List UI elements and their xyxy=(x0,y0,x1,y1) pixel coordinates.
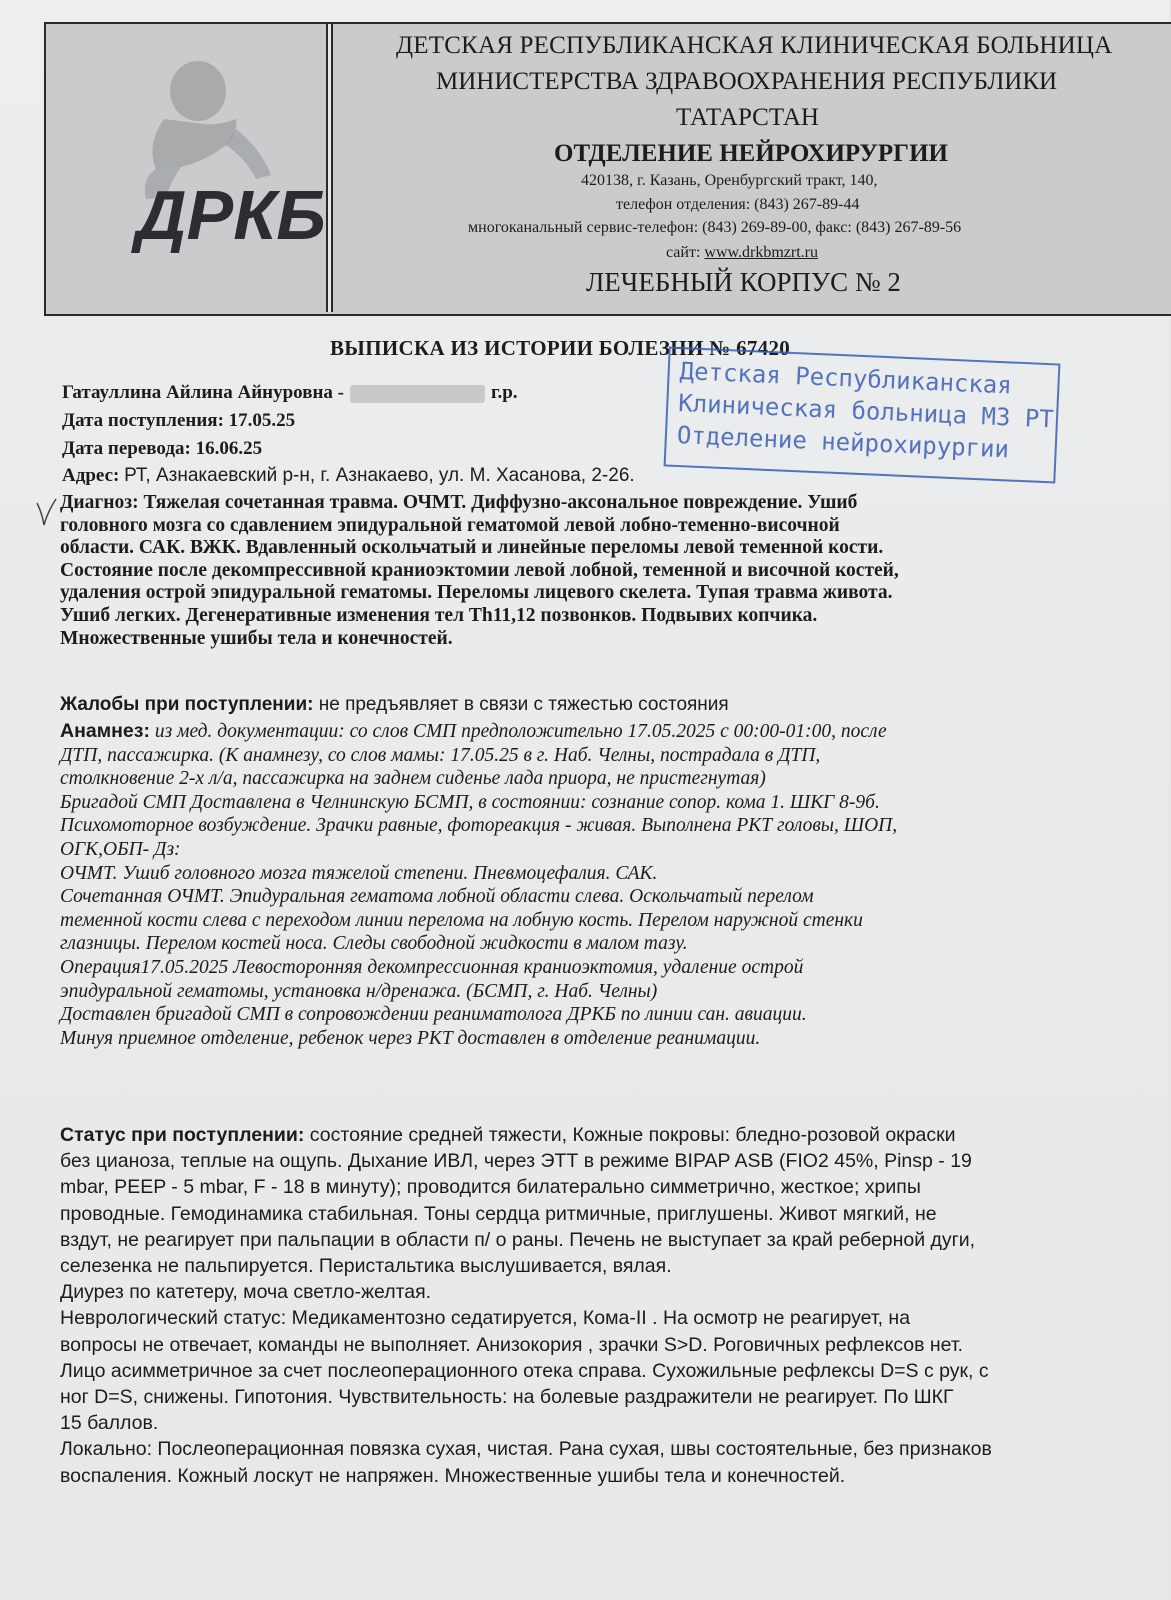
document-title: ВЫПИСКА ИЗ ИСТОРИИ БОЛЕЗНИ № 67420 xyxy=(330,336,791,360)
hospital-site xyxy=(666,244,818,262)
address-line xyxy=(62,465,635,487)
address-label: Адрес: xyxy=(62,465,125,486)
status-line: воспаления. Кожный лоскут не напряжен. Множественные ушибы тела и конечностей. xyxy=(60,1464,846,1487)
header-divider-line xyxy=(331,24,333,312)
anamnesis-line: Сочетанная ОЧМТ. Эпидуральная гематома лобной области слева. Оскольчатый перелом xyxy=(60,886,814,908)
anamnesis-line: Минуя приемное отделение, ребенок через РКТ доставлен в отделение реанимации. xyxy=(60,1027,761,1049)
anamnesis-line: Бригадой СМП Доставлена в Челнинскую БСМП, в состоянии: сознание сопор. кома 1. ШКГ 8-9б. xyxy=(60,791,880,813)
letterhead xyxy=(44,22,1171,316)
anamnesis-line: ОГК,ОБП- Дз: xyxy=(60,838,181,860)
diagnosis-line: области. САК. ВЖК. Вдавленный оскольчатый и линейные переломы левой теменной кости. xyxy=(60,537,884,559)
admission-date: 17.05.25 xyxy=(228,410,296,431)
hospital-logo-icon xyxy=(86,49,326,254)
logo-panel xyxy=(46,24,328,312)
site-label: сайт: xyxy=(666,244,705,261)
anamnesis-block xyxy=(60,720,1169,1050)
stamp-line2: Клиническая больница МЗ РТ xyxy=(677,388,1055,434)
admission-label: Дата поступления: xyxy=(62,410,229,431)
complaints-label: Жалобы при поступлении: xyxy=(60,694,314,715)
status-line: селезенка не пальпируется. Перистальтика выслушивается, вялая. xyxy=(60,1255,672,1278)
diagnosis-line: Множественные ушибы тела и конечностей. xyxy=(60,627,453,649)
status-label: Статус при поступлении: xyxy=(60,1124,305,1146)
stamp-line3: Отделение нейрохирургии xyxy=(676,420,1010,464)
diagnosis-block xyxy=(60,492,1169,650)
anamnesis-line: ОЧМТ. Ушиб головного мозга тяжелой степени. Пневмоцефалия. САК. xyxy=(60,862,658,884)
anamnesis-line: ДТП, пассажирка. (К анамнезу, со слов мамы: 17.05.25 в г. Наб. Челны, пострадала в ДТП, xyxy=(60,744,821,766)
status-line: Диурез по катетеру, моча светло-желтая. xyxy=(60,1281,432,1304)
status-line: вопросы не отвечает, команды не выполняет. Анизокория , зрачки S>D. Роговичных рефлексов нет. xyxy=(60,1333,964,1356)
status-line: без цианоза, теплые на ощупь. Дыхание ИВЛ, через ЭТТ в режиме BIPAP ASB (FIO2 45%, Pinsp - 19 xyxy=(60,1150,972,1173)
transfer-date-line xyxy=(62,438,262,460)
complaints-text: не предъявляет в связи с тяжестью состояния xyxy=(313,694,729,715)
anamnesis-line: эпидуральной гематомы, установка н/дренажа. (БСМП, г. Наб. Челны) xyxy=(60,980,658,1002)
complaints-block xyxy=(60,694,1169,717)
birth-suffix: г.р. xyxy=(491,382,518,403)
anamnesis-label: Анамнез: xyxy=(60,720,150,742)
transfer-label: Дата перевода: xyxy=(62,438,196,459)
status-line: вздут, не реагирует при пальпации в области п/ о раны. Печень не выступает за край реберной дуги, xyxy=(60,1228,976,1251)
status-line: ног D=S, снижены. Гипотония. Чувствительность: на болевые раздражители не реагирует. По ШКГ xyxy=(60,1386,954,1409)
redacted-birthdate xyxy=(350,385,485,403)
department-name: ОТДЕЛЕНИЕ НЕЙРОХИРУРГИИ xyxy=(554,140,948,167)
status-line: mbar, PEEP - 5 mbar, F - 18 в минуту); проводится билатерально симметрично, жесткое; хрипы xyxy=(60,1176,921,1199)
logo-lettering: ДРКБ xyxy=(136,176,326,254)
diagnosis-line: удаления острой эпидуральной гематомы. Переломы лицевого скелета. Тупая травма живота. xyxy=(60,582,893,604)
stamp-line1: Детская Республиканская xyxy=(679,357,1013,400)
hospital-name-line3: ТАТАРСТАН xyxy=(676,104,819,131)
status-first-line: состояние средней тяжести, Кожные покровы: бледно-розовой окраски xyxy=(304,1124,956,1146)
status-line: 15 баллов. xyxy=(60,1412,159,1435)
address-value: РТ, Азнакаевский р-н, г. Азнакаево, ул. М. Хасанова, 2-26. xyxy=(124,465,635,486)
admission-date-line xyxy=(62,410,295,432)
service-phone: многоканальный сервис-телефон: (843) 269-89-00, факс: (843) 267-89-56 xyxy=(468,219,962,236)
status-line: Локально: Послеоперационная повязка сухая, чистая. Рана сухая, швы состоятельные, без признаков xyxy=(60,1438,992,1461)
pen-check-mark-icon xyxy=(34,497,58,527)
diagnosis-line: головного мозга со сдавлением эпидуральной гематомой левой лобно-теменно-височной xyxy=(60,514,840,536)
status-line: Лицо асимметричное за счет послеоперационного отека справа. Сухожильные рефлексы D=S с рук, с xyxy=(60,1359,989,1382)
department-stamp xyxy=(664,347,1061,484)
patient-name-line xyxy=(62,382,518,404)
anamnesis-line: глазницы. Перелом костей носа. Следы свободной жидкости в малом тазу. xyxy=(60,933,688,955)
anamnesis-line: теменной кости слева с переходом линии перелома на лобную кость. Перелом наружной стенки xyxy=(60,909,863,931)
status-line: проводные. Гемодинамика стабильная. Тоны сердца ритмичные, приглушены. Живот мягкий, не xyxy=(60,1202,937,1225)
anamnesis-line: Психомоторное возбуждение. Зрачки равные, фотореакция - живая. Выполнена РКТ головы, ШОП, xyxy=(60,815,898,837)
diagnosis-line: Диагноз: Тяжелая сочетанная травма. ОЧМТ. Диффузно-аксональное повреждение. Ушиб xyxy=(60,492,858,513)
site-link[interactable]: www.drkbmzrt.ru xyxy=(704,244,819,261)
diagnosis-line: Ушиб легких. Дегенеративные изменения тел Th11,12 позвонков. Подвывих копчика. xyxy=(60,604,818,626)
header-text xyxy=(336,24,1171,312)
corpus-name: ЛЕЧЕБНЫЙ КОРПУС № 2 xyxy=(586,267,901,297)
hospital-name-line1: ДЕТСКАЯ РЕСПУБЛИКАНСКАЯ КЛИНИЧЕСКАЯ БОЛЬНИЦА xyxy=(396,32,1113,59)
admission-status-block xyxy=(60,1122,1169,1489)
patient-name: Гатауллина Айлина Айнуровна - xyxy=(62,382,344,403)
diagnosis-line: Состояние после декомпрессивной краниоэктомии левой лобной, теменной и височной костей, xyxy=(60,559,899,581)
department-phone: телефон отделения: (843) 267-89-44 xyxy=(616,196,860,213)
transfer-date: 16.06.25 xyxy=(195,438,263,459)
status-line: Неврологический статус: Медикаментозно седатируется, Кома-II . На осмотр не реагирует, на xyxy=(60,1307,911,1330)
anamnesis-first-line: из мед. документации: со слов СМП предположительно 17.05.2025 с 00:00-01:00, после xyxy=(149,721,887,742)
anamnesis-line: столкновение 2-х л/а, пассажирка на заднем сиденье лада приора, не пристегнутая) xyxy=(60,768,766,790)
hospital-address: 420138, г. Казань, Оренбургский тракт, 140, xyxy=(581,172,878,189)
anamnesis-line: Операция17.05.2025 Левосторонняя декомпрессионная краниоэктомия, удаление острой xyxy=(60,956,804,978)
hospital-name-line2: МИНИСТЕРСТВА ЗДРАВООХРАНЕНИЯ РЕСПУБЛИКИ xyxy=(436,68,1058,95)
anamnesis-line: Доставлен бригадой СМП в сопровождении реаниматолога ДРКБ по линии сан. авиации. xyxy=(60,1004,807,1026)
